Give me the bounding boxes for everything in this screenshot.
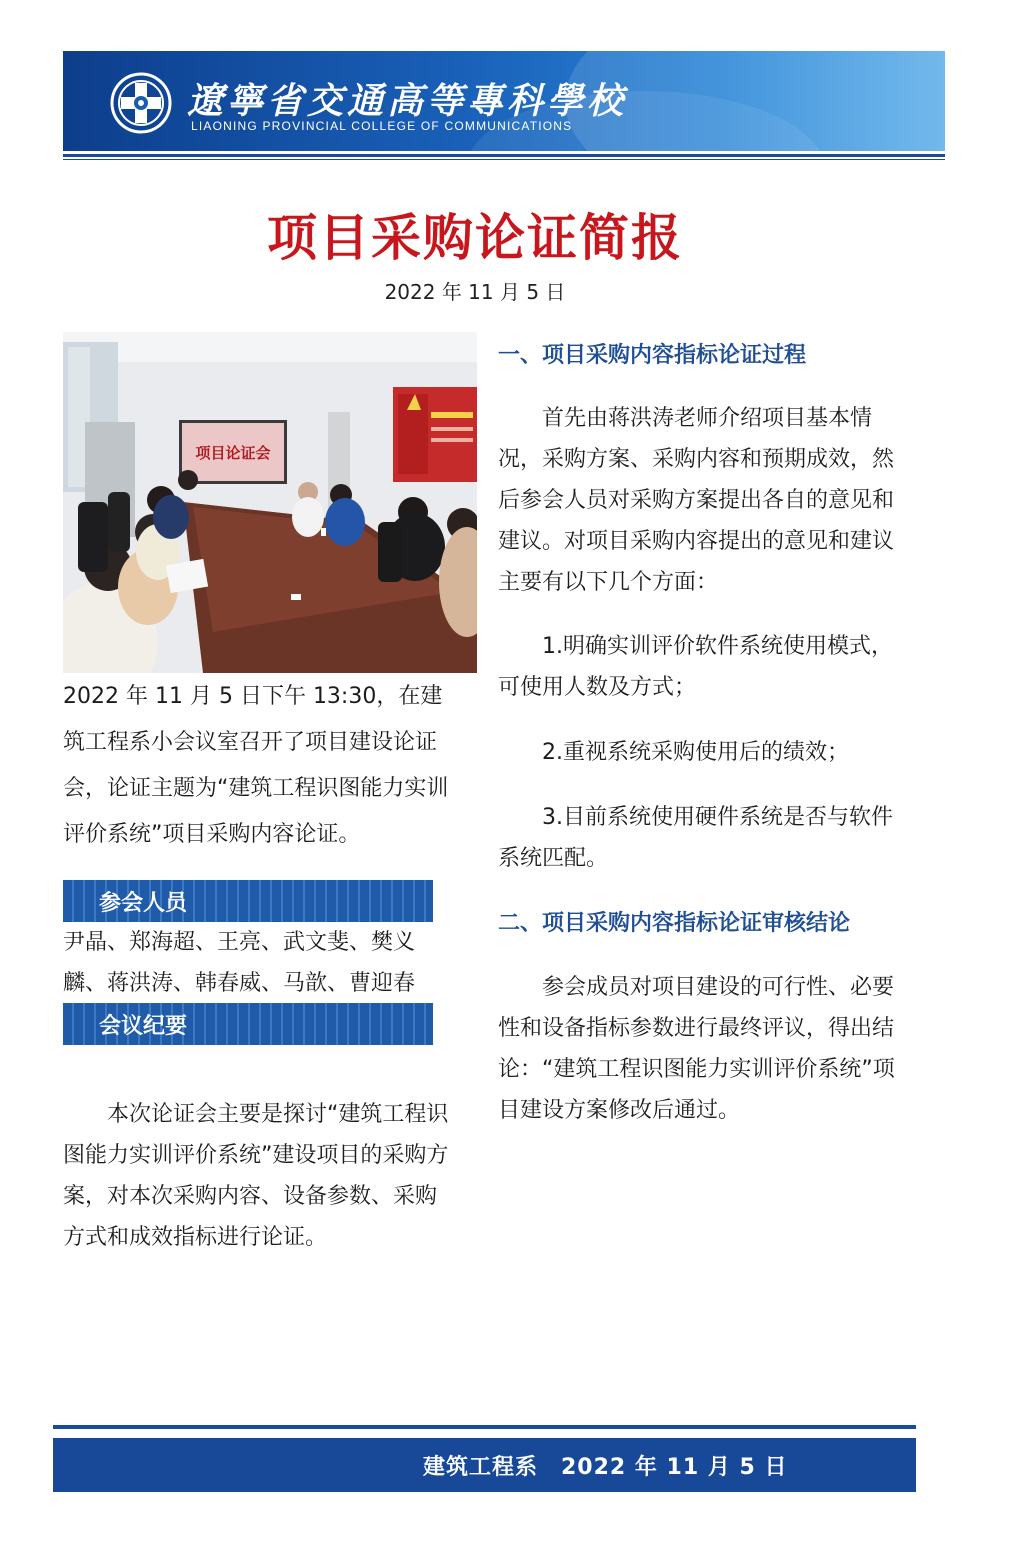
screen-text: 项目论证会 (195, 444, 271, 462)
footer-divider (53, 1425, 916, 1429)
header-banner (63, 51, 945, 151)
school-name-en: LIAONING PROVINCIAL COLLEGE OF COMMUNICATIONS (191, 119, 573, 133)
page-date: 2022 年 11 月 5 日 (384, 280, 566, 304)
attendees-label: 参会人员 (99, 891, 188, 916)
footer-bar (53, 1438, 916, 1492)
header-divider (63, 154, 945, 157)
footer-text: 建筑工程系 2022 年 11 月 5 日 (423, 1455, 788, 1480)
section1-item: 3.目前系统使用硬件系统是否与软件系统匹配。 (498, 805, 893, 871)
attendees-list: 尹晶、郑海超、王亮、武文斐、樊义麟、蒋洪涛、韩春威、马歆、曹迎春 (63, 930, 416, 996)
header-divider (63, 159, 945, 160)
minutes-paragraph: 本次论证会主要是探讨“建筑工程识图能力实训评价系统”建设项目的采购方案，对本次采购内容、设备参数、采购方式和成效指标进行论证。 (63, 1102, 449, 1250)
section2-paragraph: 参会成员对项目建设的可行性、必要性和设备指标参数进行最终评议，得出结论：“建筑工程识图能力实训评价系统”项目建设方案修改后通过。 (498, 975, 895, 1123)
section-bar-attendees (63, 880, 433, 922)
meeting-photo (63, 332, 477, 673)
minutes-label: 会议纪要 (99, 1014, 188, 1039)
section2-heading: 二、项目采购内容指标论证审核结论 (498, 911, 851, 936)
school-logo-icon (109, 71, 173, 135)
section1-paragraph: 首先由蒋洪涛老师介绍项目基本情况，采购方案、采购内容和预期成效，然后参会人员对采购方案提出各自的意见和建议。对项目采购内容提出的意见和建议主要有以下几个方面： (498, 406, 895, 595)
school-name-cn: 遼寧省交通高等專科學校 (187, 80, 628, 122)
section-bar-minutes (63, 1003, 433, 1045)
section1-heading: 一、项目采购内容指标论证过程 (498, 343, 807, 368)
intro-paragraph: 2022 年 11 月 5 日下午 13:30，在建筑工程系小会议室召开了项目建设论证会，论证主题为“建筑工程识图能力实训评价系统”项目采购内容论证。 (63, 684, 449, 847)
section1-item: 1.明确实训评价软件系统使用模式，可使用人数及方式； (498, 634, 893, 700)
section1-item: 2.重视系统采购使用后的绩效； (542, 740, 849, 765)
page-title: 项目采购论证简报 (267, 209, 683, 267)
